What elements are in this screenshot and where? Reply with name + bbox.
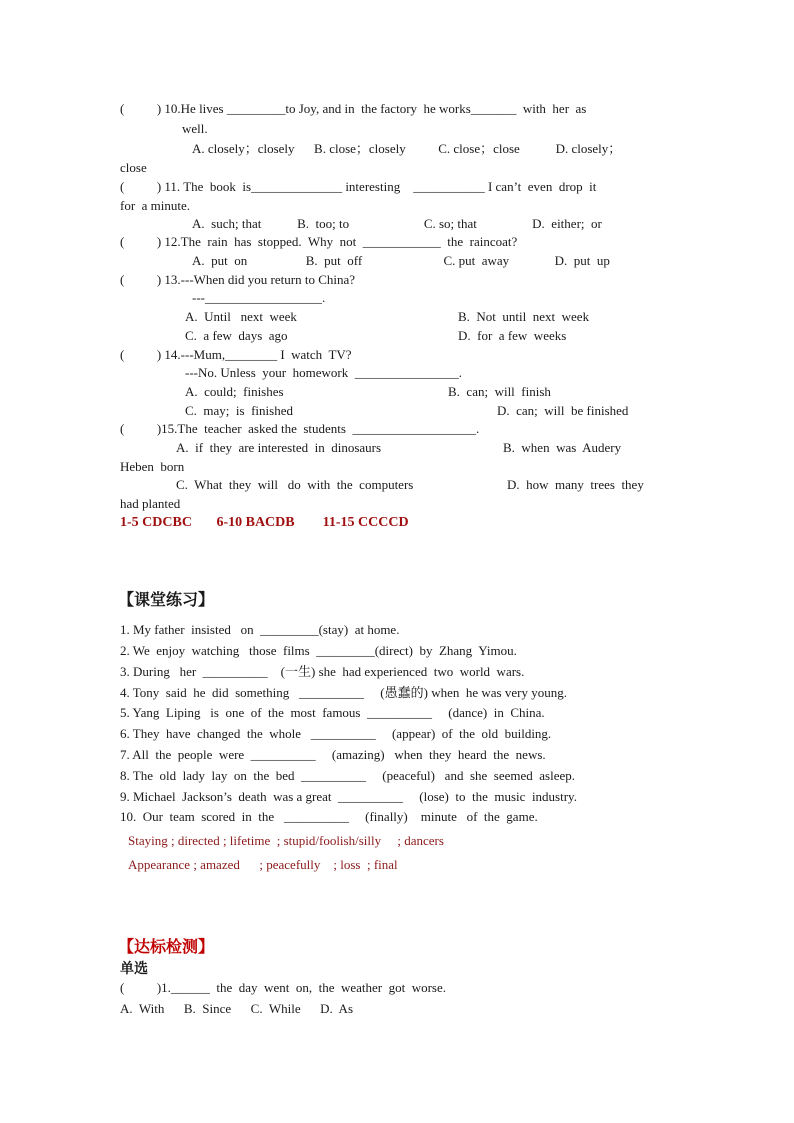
list-item: 9. Michael Jackson’s death was a great __________ (lose) to the music industry. (120, 789, 577, 804)
question-14-stem-cont: ---No. Unless your homework ________________. (185, 365, 462, 380)
question-15-option-b-cont: Heben born (120, 459, 185, 474)
list-item: 3. During her __________ (一生) she had experienced two world wars. (120, 664, 525, 679)
section-heading-practice: 【课堂练习】 (118, 592, 215, 609)
question-12-options: A. put on B. put off C. put away D. put up (192, 253, 610, 268)
list-item: 6. They have changed the whole __________ (appear) of the old building. (120, 726, 552, 741)
list-item: 2. We enjoy watching those films _________(direct) by Zhang Yimou. (120, 643, 517, 658)
question-13-answer-line: ---__________________. (192, 290, 326, 305)
answer-key-practice-line2: Appearance ; amazed ; peacefully ; loss ; final (128, 857, 398, 872)
list-item: 1. My father insisted on _________(stay) at home. (120, 622, 400, 637)
question-10-stem-cont: well. (182, 121, 208, 136)
question-12-stem: ( ) 12.The rain has stopped. Why not ____________ the raincoat? (120, 234, 518, 249)
subheading-single-choice: 单选 (120, 962, 148, 977)
question-15-stem: ( )15.The teacher asked the students ___________________. (120, 421, 480, 436)
question-15-option-b: B. when was Audery (503, 440, 622, 455)
question-11-stem-cont: for a minute. (120, 198, 191, 213)
question-13-option-d: D. for a few weeks (458, 328, 567, 343)
question-14-option-b: B. can; will finish (448, 384, 551, 399)
question-11-stem: ( ) 11. The book is______________ interesting ___________ I can’t even drop it (120, 179, 597, 194)
question-11-options: A. such; that B. too; to C. so; that D. either; or (192, 216, 602, 231)
answer-key-practice-line1: Staying ; directed ; lifetime ; stupid/foolish/silly ; dancers (128, 833, 444, 848)
question-15-option-c: C. What they will do with the computers (176, 477, 414, 492)
question-14-option-a: A. could; finishes (185, 384, 284, 399)
list-item: 7. All the people were __________ (amazing) when they heard the news. (120, 747, 546, 762)
list-item: 10. Our team scored in the __________ (finally) minute of the game. (120, 809, 538, 824)
question-10-options: A. closely；closely B. close；closely C. close；close D. closely； (192, 141, 622, 156)
question-14-option-d: D. can; will be finished (497, 403, 629, 418)
question-14-option-c: C. may; is finished (185, 403, 293, 418)
question-13-option-b: B. Not until next week (458, 309, 590, 324)
question-13-option-a: A. Until next week (185, 309, 297, 324)
assessment-question-1-options: A. With B. Since C. While D. As (120, 1001, 353, 1016)
answer-key-mcq: 1-5 CDCBC 6-10 BACDB 11-15 CCCCD (120, 515, 409, 530)
question-10-stem: ( ) 10.He lives _________to Joy, and in the factory he works_______ with her as (120, 101, 587, 116)
assessment-question-1: ( )1.______ the day went on, the weather got worse. (120, 980, 447, 995)
question-13-option-c: C. a few days ago (185, 328, 288, 343)
question-10-options-cont: close (120, 160, 147, 175)
list-item: 4. Tony said he did something __________ (愚蠢的) when he was very young. (120, 685, 567, 700)
question-15-option-a: A. if they are interested in dinosaurs (176, 440, 382, 455)
list-item: 5. Yang Liping is one of the most famous __________ (dance) in China. (120, 705, 545, 720)
question-15-option-d-cont: had planted (120, 496, 181, 511)
section-heading-assessment: 【达标检测】 (118, 939, 215, 956)
question-14-stem: ( ) 14.---Mum,________ I watch TV? (120, 347, 352, 362)
question-15-option-d: D. how many trees they (507, 477, 644, 492)
question-13-stem: ( ) 13.---When did you return to China? (120, 272, 356, 287)
list-item: 8. The old lady lay on the bed __________ (peaceful) and she seemed asleep. (120, 768, 575, 783)
